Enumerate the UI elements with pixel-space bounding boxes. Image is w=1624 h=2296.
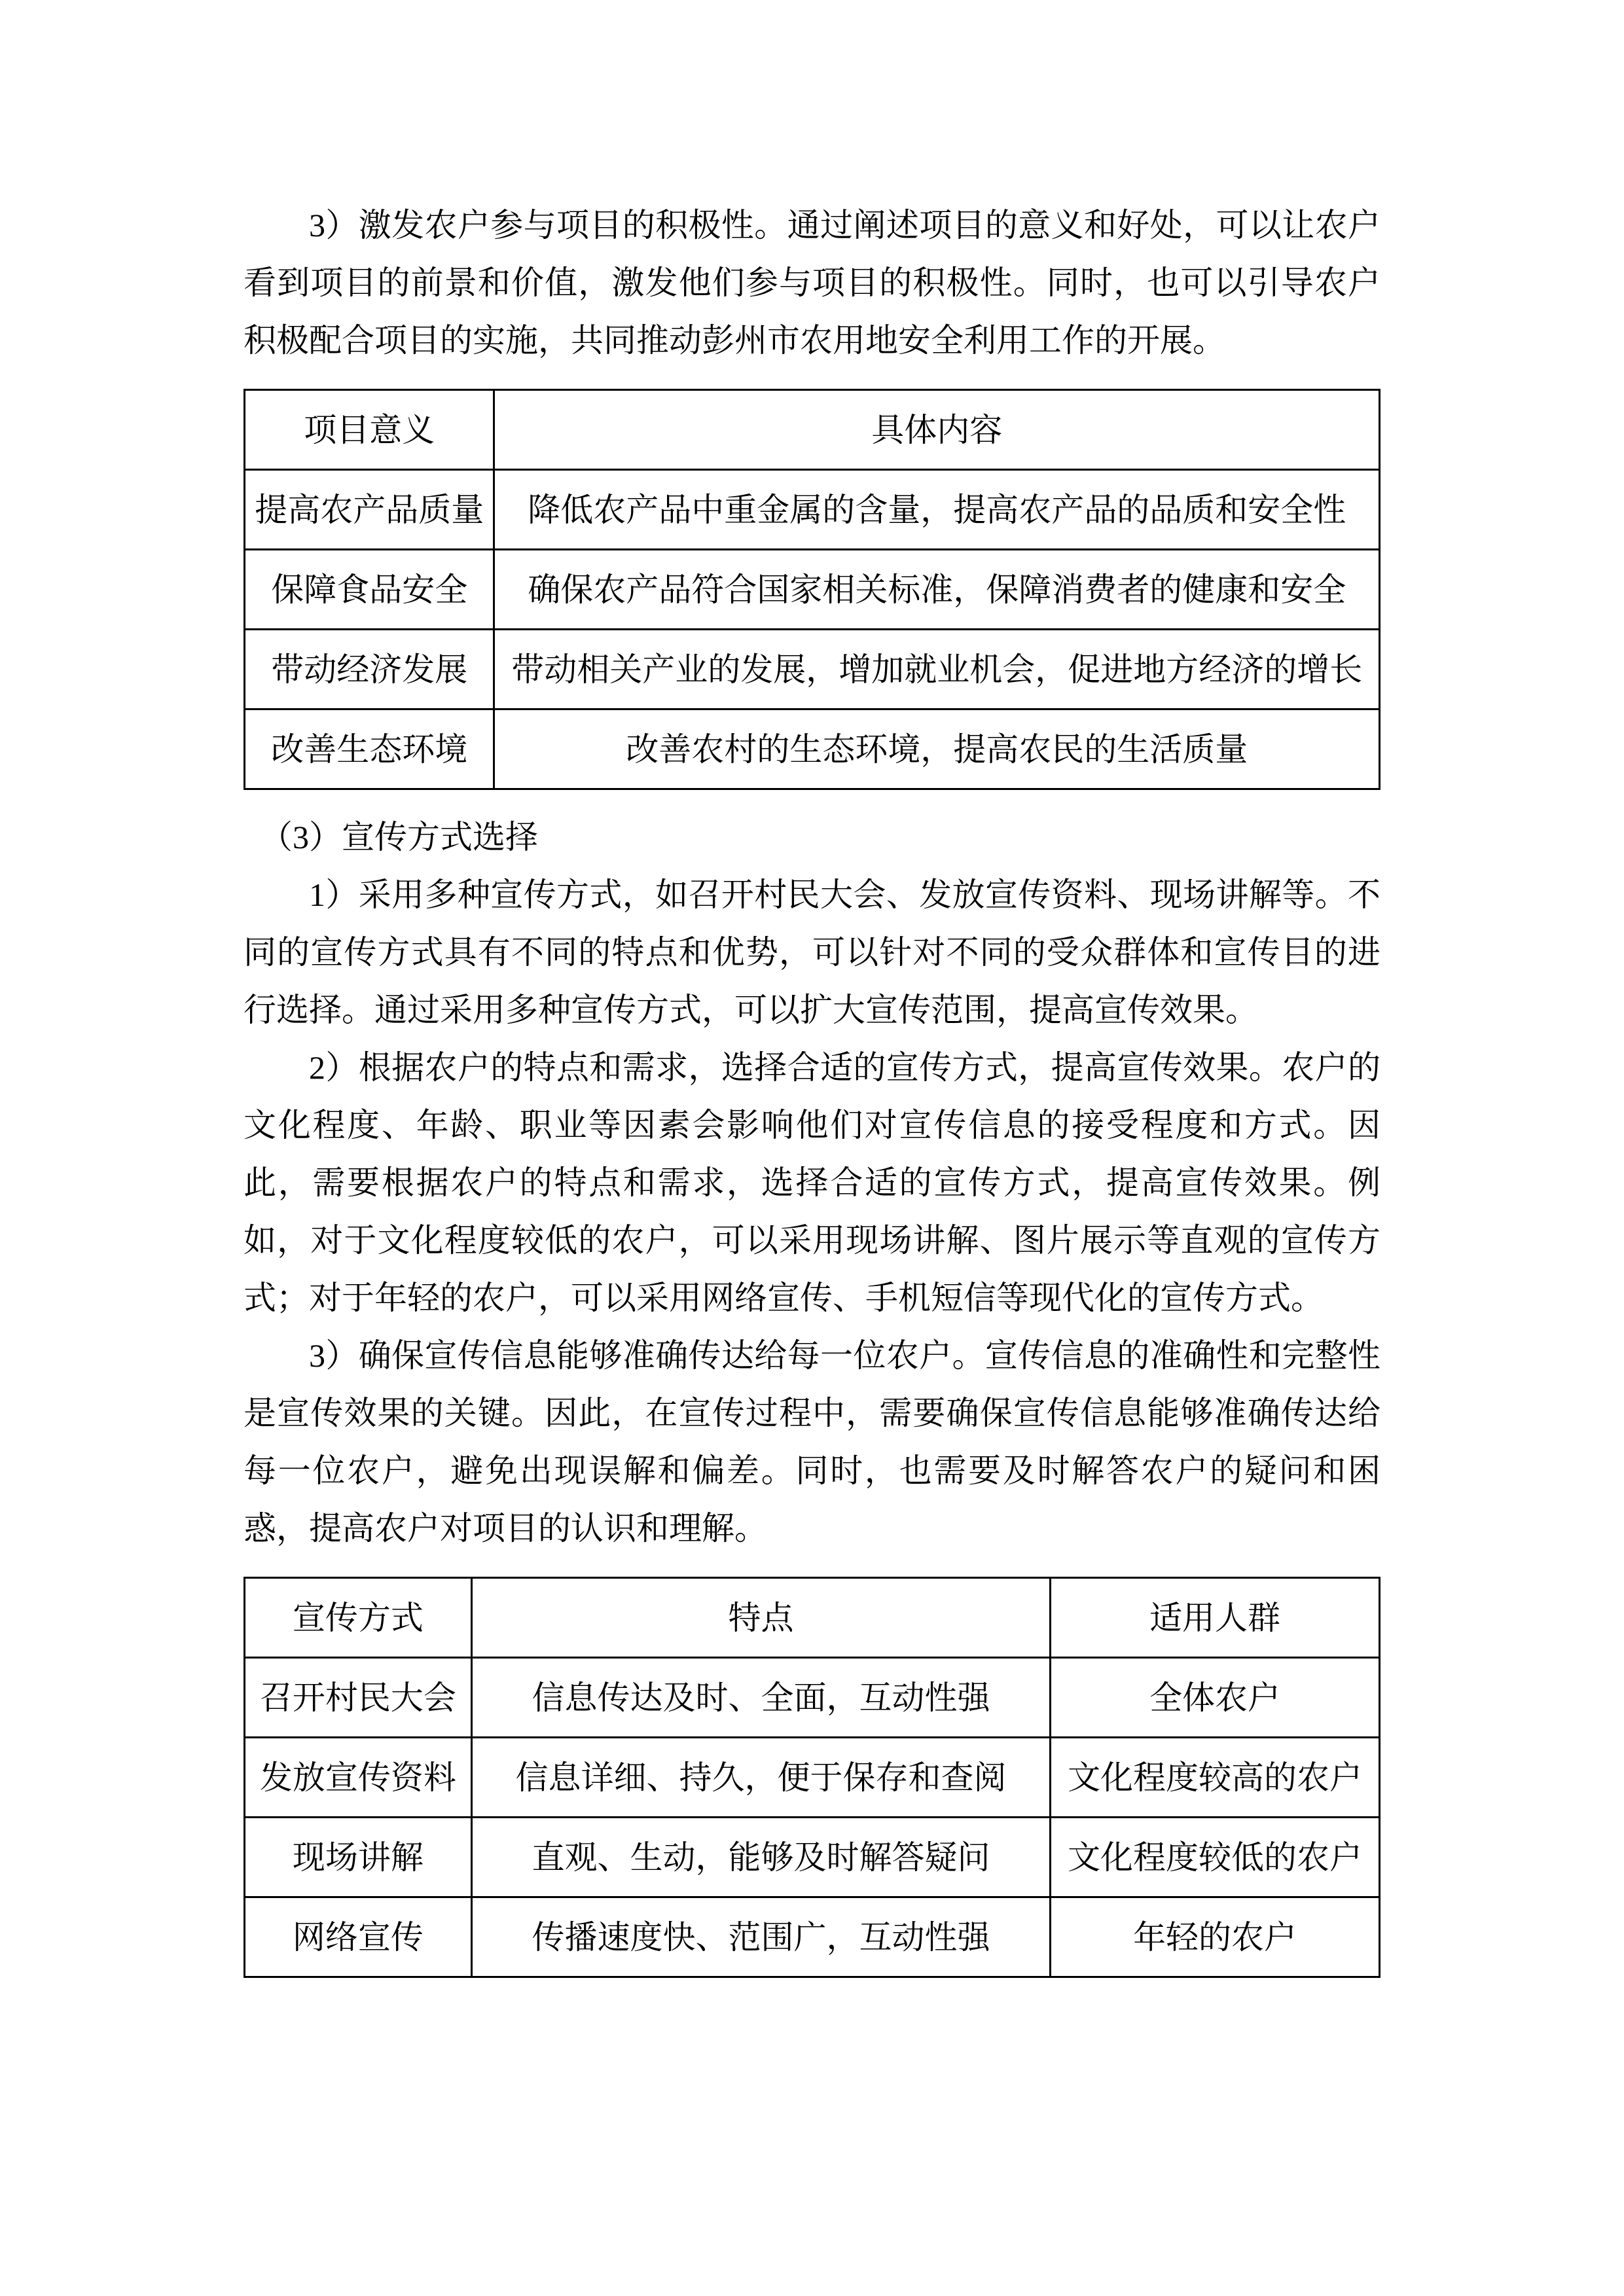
document-content [244, 196, 1380, 1978]
project-significance-table [244, 389, 1380, 790]
table2-header-method: 宣传方式 [245, 1578, 472, 1658]
table-row [245, 630, 1380, 709]
table-cell: 改善农村的生态环境，提高农民的生活质量 [494, 709, 1380, 789]
table-row [245, 1818, 1380, 1897]
table-cell: 改善生态环境 [245, 709, 494, 789]
table-cell: 召开村民大会 [245, 1658, 472, 1738]
table-cell: 保障食品安全 [245, 550, 494, 630]
table-cell: 带动经济发展 [245, 630, 494, 709]
table-cell: 年轻的农户 [1051, 1897, 1380, 1977]
table2-header-audience: 适用人群 [1051, 1578, 1380, 1658]
table1-header-significance: 项目意义 [245, 390, 494, 470]
table1-header-content: 具体内容 [494, 390, 1380, 470]
table-cell: 文化程度较低的农户 [1051, 1818, 1380, 1897]
table-cell: 传播速度快、范围广，互动性强 [471, 1897, 1050, 1977]
table-cell: 网络宣传 [245, 1897, 472, 1977]
table-cell: 发放宣传资料 [245, 1738, 472, 1818]
table-header-row [245, 390, 1380, 470]
table-row [245, 1738, 1380, 1818]
section-heading-publicity-method: （3）宣传方式选择 [260, 819, 538, 855]
table-cell: 提高农产品质量 [245, 470, 494, 550]
publicity-method-table [244, 1577, 1380, 1978]
table-cell: 现场讲解 [245, 1818, 472, 1897]
table-header-row [245, 1578, 1380, 1658]
table-cell: 信息详细、持久，便于保存和查阅 [471, 1738, 1050, 1818]
paragraph-publicity-targeting: 2）根据农户的特点和需求，选择合适的宣传方式，提高宣传效果。农户的文化程度、年龄、职业等因素会影响他们对宣传信息的接受程度和方式。因此，需要根据农户的特点和需求，选择合适的宣传方式，提高宣传效果。例如，对于文化程度较低的农户，可以采用现场讲解、图片展示等直观的宣传方式；对于年轻的农户，可以采用网络宣传、手机短信等现代化的宣传方式。 [244, 1049, 1380, 1316]
table-cell: 降低农产品中重金属的含量，提高农产品的品质和安全性 [494, 470, 1380, 550]
table-cell: 带动相关产业的发展，增加就业机会，促进地方经济的增长 [494, 630, 1380, 709]
paragraph-project-motivation: 3）激发农户参与项目的积极性。通过阐述项目的意义和好处，可以让农户看到项目的前景和价值，激发他们参与项目的积极性。同时，也可以引导农户积极配合项目的实施，共同推动彭州市农用地安全利用工作的开展。 [244, 207, 1380, 359]
table-row [245, 1658, 1380, 1738]
table-cell: 文化程度较高的农户 [1051, 1738, 1380, 1818]
table-row [245, 550, 1380, 630]
table-cell: 全体农户 [1051, 1658, 1380, 1738]
table-row [245, 470, 1380, 550]
paragraph-publicity-accuracy: 3）确保宣传信息能够准确传达给每一位农户。宣传信息的准确性和完整性是宣传效果的关键。因此，在宣传过程中，需要确保宣传信息能够准确传达给每一位农户，避免出现误解和偏差。同时，也需要及时解答农户的疑问和困惑，提高农户对项目的认识和理解。 [244, 1337, 1380, 1547]
paragraph-publicity-variety: 1）采用多种宣传方式，如召开村民大会、发放宣传资料、现场讲解等。不同的宣传方式具有不同的特点和优势，可以针对不同的受众群体和宣传目的进行选择。通过采用多种宣传方式，可以扩大宣传范围，提高宣传效果。 [244, 876, 1380, 1028]
table-cell: 信息传达及时、全面，互动性强 [471, 1658, 1050, 1738]
table-row [245, 709, 1380, 789]
table2-header-feature: 特点 [471, 1578, 1050, 1658]
table-cell: 直观、生动，能够及时解答疑问 [471, 1818, 1050, 1897]
table-row [245, 1897, 1380, 1977]
table-cell: 确保农产品符合国家相关标准，保障消费者的健康和安全 [494, 550, 1380, 630]
